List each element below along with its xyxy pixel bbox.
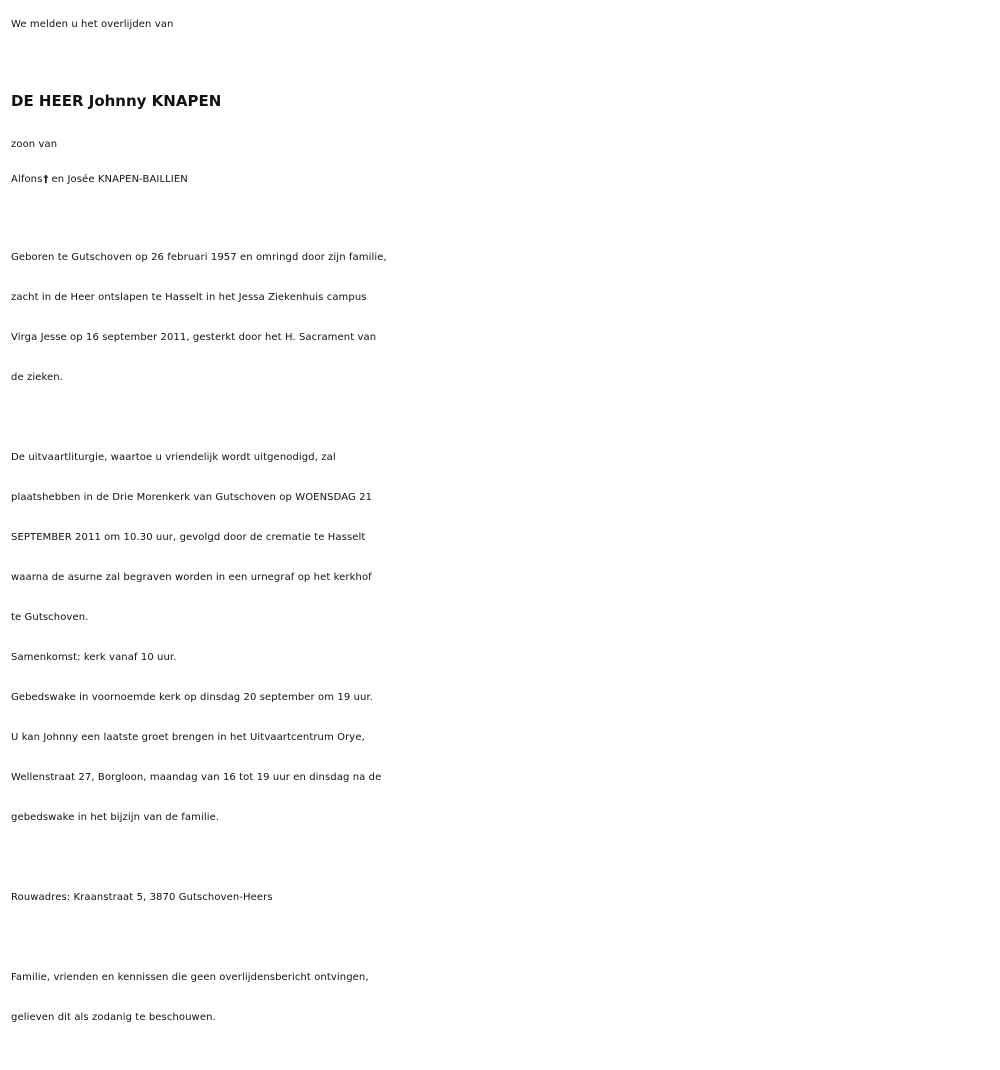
relation-text: zoon van xyxy=(11,139,58,150)
paragraph-line: gelieven dit als zodanig te beschouwen. xyxy=(11,1012,216,1023)
parents-rest: en Josée KNAPEN-BAILLIEN xyxy=(51,174,188,185)
paragraph-line: U kan Johnny een laatste groet brengen in het Uitvaartcentrum Orye, xyxy=(11,732,365,743)
deceased-name: DE HEER Johnny KNAPEN xyxy=(11,92,222,110)
paragraph-line: De uitvaartliturgie, waartoe u vriendelijk wordt uitgenodigd, zal xyxy=(11,452,336,463)
spacer xyxy=(11,398,996,438)
paragraph-line: waarna de asurne zal begraven worden in een urnegraf op het kerkhof xyxy=(11,572,372,583)
closing-paragraph xyxy=(11,958,996,1038)
paragraph-line: zacht in de Heer ontslapen te Hasselt in het Jessa Ziekenhuis campus xyxy=(11,292,367,303)
paragraph-line: Wellenstraat 27, Borgloon, maandag van 16 tot 19 uur en dinsdag na de xyxy=(11,772,382,783)
paragraph-line: gebedswake in het bijzijn van de familie. xyxy=(11,812,220,823)
parents-line xyxy=(11,158,996,202)
paragraph-line: Gebedswake in voornoemde kerk op dinsdag 20 september om 19 uur. xyxy=(11,692,374,703)
funeral-paragraph xyxy=(11,438,996,838)
deceased-cross-icon: † xyxy=(43,174,49,185)
paragraph-line: Samenkomst: kerk vanaf 10 uur. xyxy=(11,652,177,663)
spacer xyxy=(11,918,996,958)
paragraph-line: Geboren te Gutschoven op 26 februari 1957 en omringd door zijn familie, xyxy=(11,252,387,263)
spacer xyxy=(11,838,996,878)
paragraph-line: de zieken. xyxy=(11,372,63,383)
mourning-address: Rouwadres: Kraanstraat 5, 3870 Gutschoven-Heers xyxy=(11,892,273,903)
birth-death-paragraph xyxy=(11,238,996,398)
paragraph-line: Familie, vrienden en kennissen die geen overlijdensbericht ontvingen, xyxy=(11,972,369,983)
paragraph-line: SEPTEMBER 2011 om 10.30 uur, gevolgd door de crematie te Hasselt xyxy=(11,532,366,543)
paragraph-line: plaatshebben in de Drie Morenkerk van Gutschoven op WOENSDAG 21 xyxy=(11,492,373,503)
intro-text: We melden u het overlijden van xyxy=(11,19,174,30)
spacer xyxy=(11,202,996,238)
paragraph-line: te Gutschoven. xyxy=(11,612,89,623)
paragraph-line: Virga Jesse op 16 september 2011, gesterkt door het H. Sacrament van xyxy=(11,332,377,343)
obituary-document xyxy=(11,0,996,1038)
father-name: Alfons xyxy=(11,174,43,185)
